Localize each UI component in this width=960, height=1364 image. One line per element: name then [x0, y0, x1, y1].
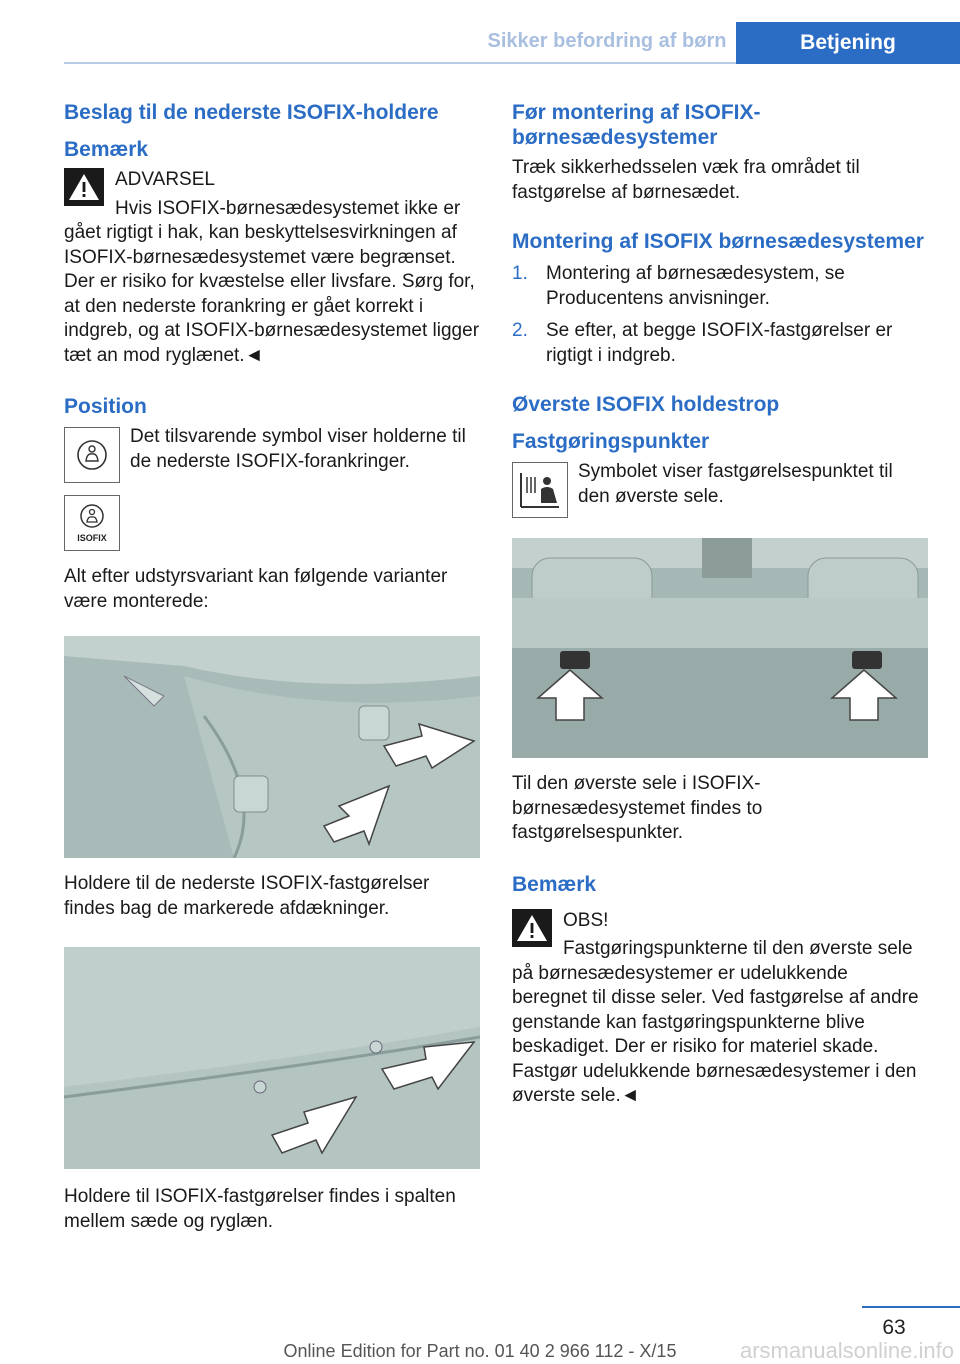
notice-block: [512, 909, 928, 1109]
seat-covers-illustration: [64, 636, 480, 858]
warning-label: ADVARSEL: [115, 169, 215, 190]
figure-caption-1: Holdere til de nederste ISOFIX-fastgørelser findes bag de markerede afdækninger.: [64, 873, 430, 919]
list-item: 1. Montering af børnesædesystem, se Producentens anvisninger.: [512, 263, 845, 309]
notice-label: OBS!: [563, 909, 609, 931]
child-seat-icon: [64, 427, 120, 483]
attachment-points-text: Symbolet viser fastgørelsespunktet til den øverste sele.: [578, 461, 893, 507]
note-heading-right: Bemærk: [512, 872, 597, 896]
note-heading: Bemærk: [64, 138, 149, 161]
page-number: 63: [882, 1316, 906, 1339]
notice-text: Fastgøringspunkterne til den øverste sele på børnesædesystemer er udelukkende beregnet til disse seler. Ved fastgørelse af andre genstande kan fastgøringspunkterne blive beskadiget. Der er risiko for materiel skade. Fastgør udelukkende børnesædesystemer i den øverste sele.◄: [512, 938, 919, 1106]
position-heading: Position: [64, 395, 147, 418]
attachment-symbol-row: [512, 460, 928, 520]
position-symbol-row: [64, 425, 480, 485]
warning-text: Hvis ISOFIX-børnesædesystemet ikke er gået rigtigt i hak, kan beskyttelsesvirkningen af ISOFIX-børnesædesystemet være begrænset. Der er risiko for kvæstelse eller livsfare. Sørg for, at den nederste forankring er gået korrekt i indgreb, og at ISOFIX-børnesædesystemet ligger tæt an mod ryglænet.◄: [64, 197, 480, 366]
watermark: arsmanualsonline.info: [739, 1338, 954, 1363]
warning-triangle-icon: [512, 909, 552, 947]
figure-caption-3: Til den øverste sele i ISOFIX-børnesædesystemet findes to fastgørelsespunkter.: [512, 773, 763, 843]
section-title-mounting: Montering af ISOFIX børnesædesystemer: [512, 230, 924, 253]
isofix-symbol-row: [64, 495, 480, 553]
figure-caption-2: Holdere til ISOFIX-fastgørelser findes i spalten mellem sæde og ryglæn.: [64, 1186, 456, 1232]
warning-triangle-icon: [64, 168, 104, 206]
section-title-before-mounting: Før montering af ISOFIX-børnesædesystemer: [512, 101, 761, 149]
rear-shelf-illustration: [512, 538, 928, 758]
section-title-lower-isofix: Beslag til de nederste ISOFIX-holdere: [64, 101, 439, 124]
before-mounting-text: Træk sikkerhedsselen væk fra området til fastgørelse af børnesædet.: [512, 157, 860, 203]
top-tether-icon: [512, 462, 568, 518]
isofix-icon-label: ISOFIX: [77, 533, 107, 543]
footer-rule: [862, 1306, 960, 1308]
edition-text: Online Edition for Part no. 01 40 2 966 112 - X/15: [283, 1341, 677, 1361]
list-item: 2. Se efter, at begge ISOFIX-fastgørelser er rigtigt i indgreb.: [512, 320, 893, 366]
attachment-points-heading: Fastgøringspunkter: [512, 430, 710, 453]
position-text: Det tilsvarende symbol viser holderne til de nederste ISOFIX-forankringer.: [130, 426, 466, 472]
mounting-steps: [512, 262, 928, 368]
left-column: [64, 100, 480, 1234]
variants-text: Alt efter udstyrsvariant kan følgende varianter være monterede:: [64, 566, 448, 612]
section-title-upper-strap: Øverste ISOFIX holdestrop: [512, 393, 780, 416]
seat-gap-illustration: [64, 947, 480, 1169]
right-column: [512, 100, 928, 1109]
header-section-title: Sikker befordring af børn: [487, 30, 727, 52]
warning-block: [64, 168, 480, 368]
header-chapter-tab[interactable]: Betjening: [736, 22, 960, 64]
